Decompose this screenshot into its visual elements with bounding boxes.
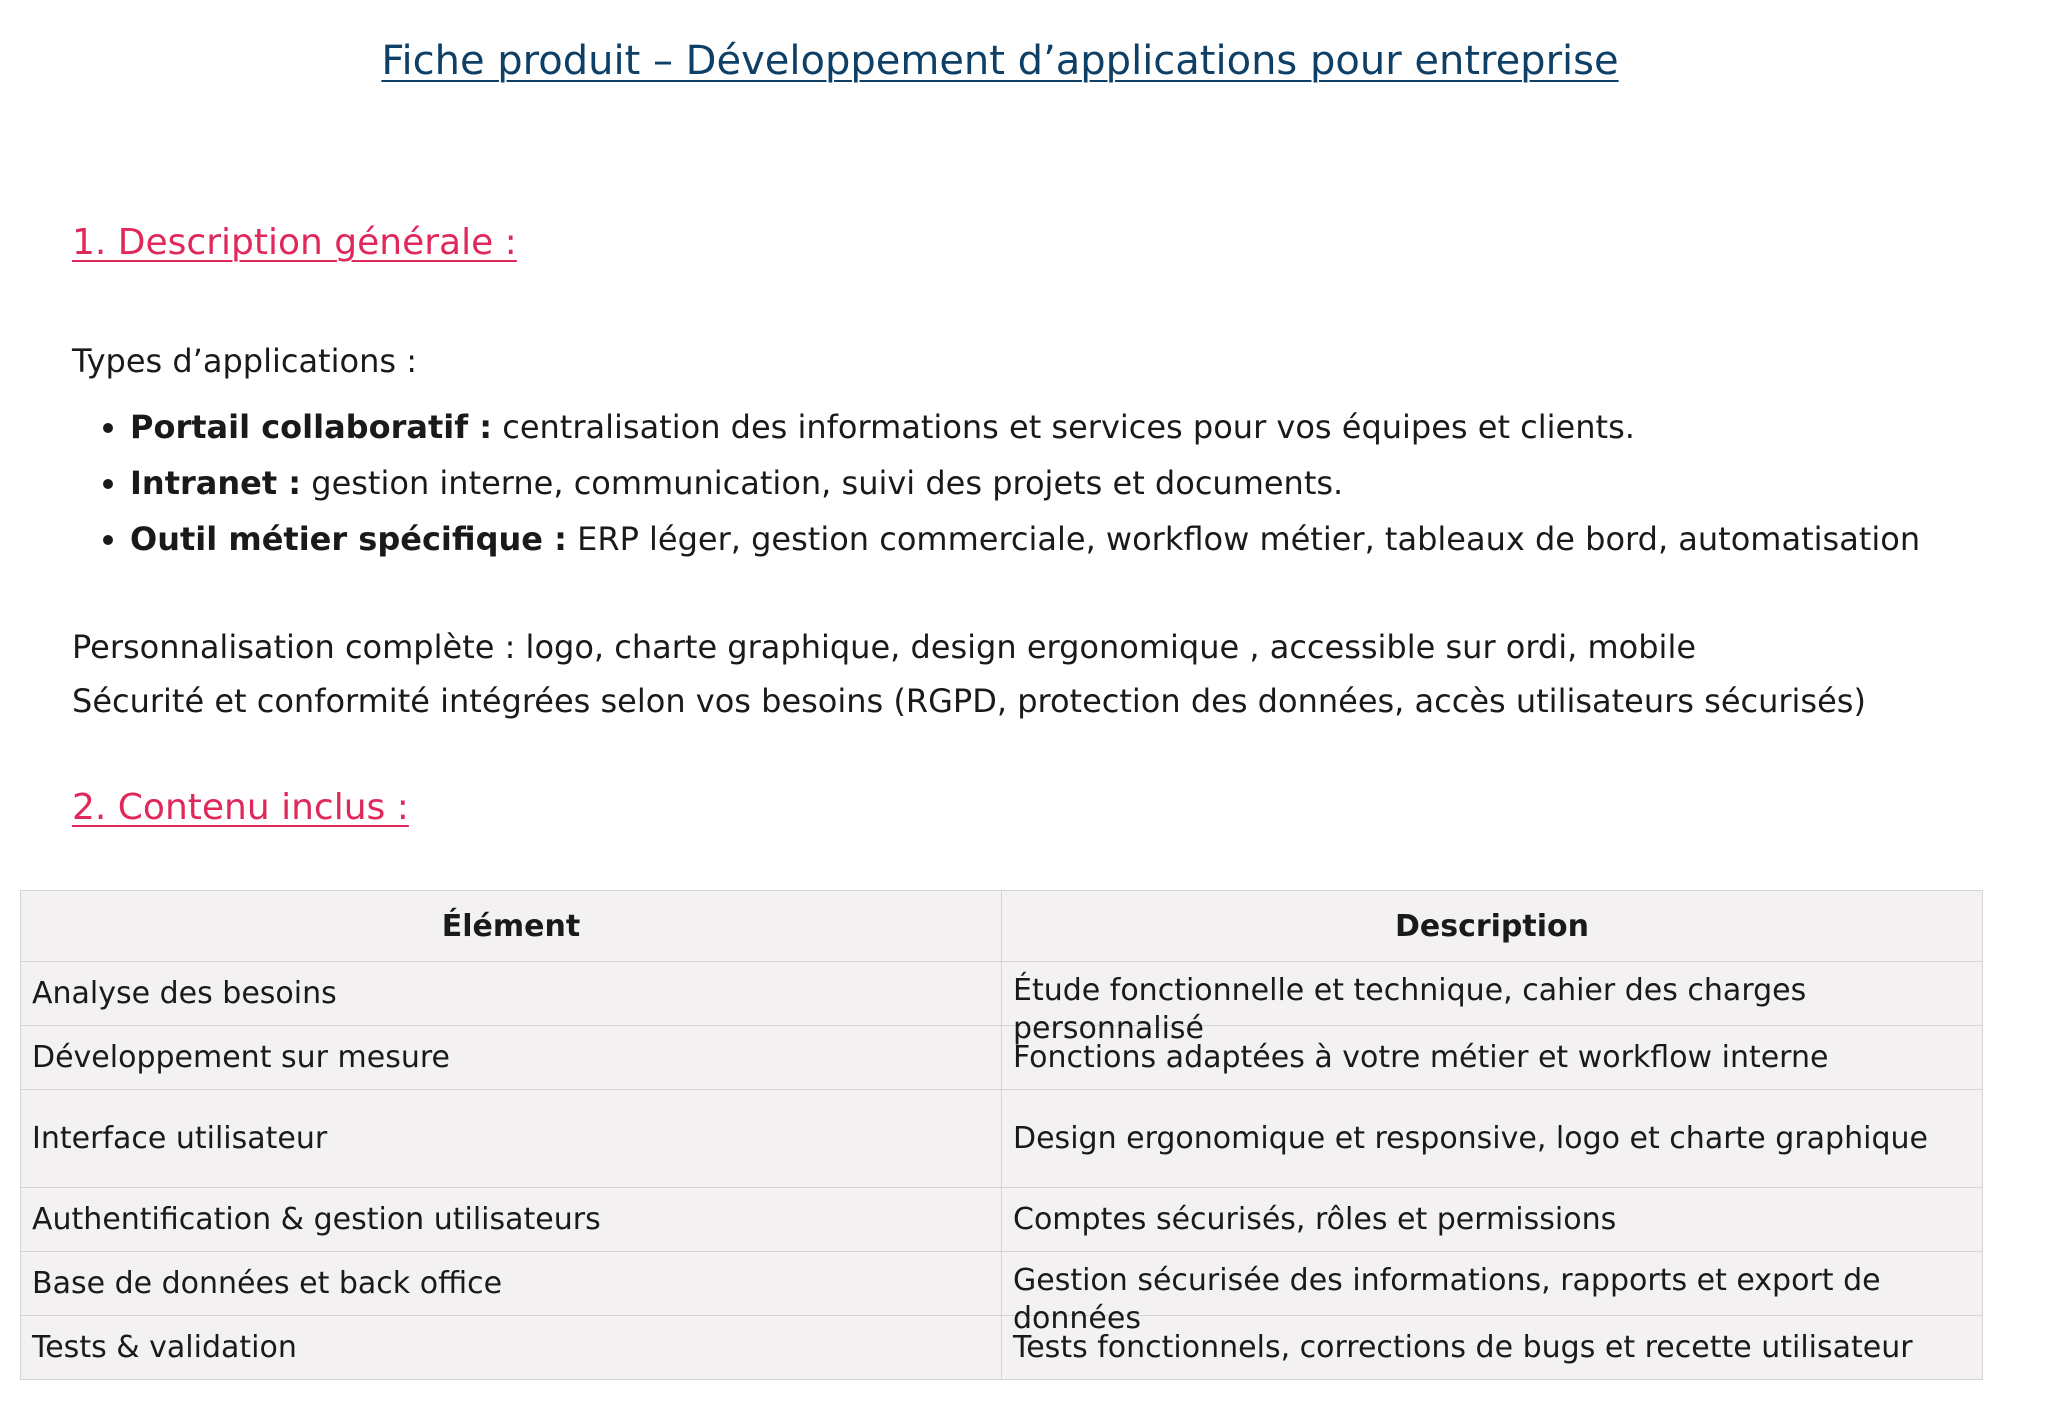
types-list bbox=[72, 405, 2050, 573]
cell-description bbox=[1002, 1252, 1983, 1336]
personnalisation-text: Personnalisation complète : logo, charte graphique, design ergonomique , accessible sur ordi, mobile bbox=[72, 628, 1697, 666]
cell-element: Authentification & gestion utilisateurs bbox=[21, 1188, 1002, 1252]
cell-description: Design ergonomique et responsive, logo et charte graphique bbox=[1002, 1090, 1983, 1188]
cell-description: Fonctions adaptées à votre métier et workflow interne bbox=[1002, 1026, 1983, 1090]
table-row bbox=[21, 1188, 1983, 1252]
table-header-row bbox=[21, 891, 1983, 962]
type-text: centralisation des informations et services pour vos équipes et clients. bbox=[492, 408, 1635, 446]
cell-element: Développement sur mesure bbox=[21, 1026, 1002, 1090]
column-header-description: Description bbox=[1002, 891, 1983, 962]
cell-element: Tests & validation bbox=[21, 1316, 1002, 1380]
type-name: Portail collaboratif : bbox=[130, 408, 493, 446]
page-title: Fiche produit – Développement d’applications pour entreprise bbox=[381, 38, 1619, 84]
table-row bbox=[21, 1026, 1983, 1090]
securite-text: Sécurité et conformité intégrées selon vos besoins (RGPD, protection des données, accès utilisateurs sécurisés) bbox=[72, 682, 1866, 720]
list-item bbox=[130, 461, 2050, 517]
cell-description bbox=[1002, 962, 1983, 1046]
cell-description: Tests fonctionnels, corrections de bugs et recette utilisateur bbox=[1002, 1316, 1983, 1380]
column-header-element: Élément bbox=[21, 891, 1002, 962]
list-item bbox=[130, 405, 2050, 461]
table-row bbox=[21, 962, 1983, 1026]
types-label: Types d’applications : bbox=[72, 342, 417, 380]
table-row bbox=[21, 1090, 1983, 1188]
cell-description-text: Gestion sécurisée des informations, rapports et export de données bbox=[1013, 1263, 1881, 1336]
cell-description: Comptes sécurisés, rôles et permissions bbox=[1002, 1188, 1983, 1252]
type-text: ERP léger, gestion commerciale, workflow métier, tableaux de bord, automatisation bbox=[566, 520, 1921, 558]
section-heading-description: 1. Description générale : bbox=[72, 222, 517, 263]
table-row bbox=[21, 1316, 1983, 1380]
cell-element: Base de données et back office bbox=[21, 1252, 1002, 1316]
type-name: Outil métier spécifique : bbox=[130, 520, 567, 558]
cell-element: Analyse des besoins bbox=[21, 962, 1002, 1026]
type-name: Intranet : bbox=[130, 464, 302, 502]
section-heading-contenu: 2. Contenu inclus : bbox=[72, 787, 409, 828]
table-row bbox=[21, 1252, 1983, 1316]
type-text: gestion interne, communication, suivi des projets et documents. bbox=[301, 464, 1344, 502]
cell-element: Interface utilisateur bbox=[21, 1090, 1002, 1188]
list-item bbox=[130, 517, 2050, 573]
content-table bbox=[20, 890, 1983, 1380]
cell-description-text: Étude fonctionnelle et technique, cahier des charges personnalisé bbox=[1013, 973, 1807, 1046]
